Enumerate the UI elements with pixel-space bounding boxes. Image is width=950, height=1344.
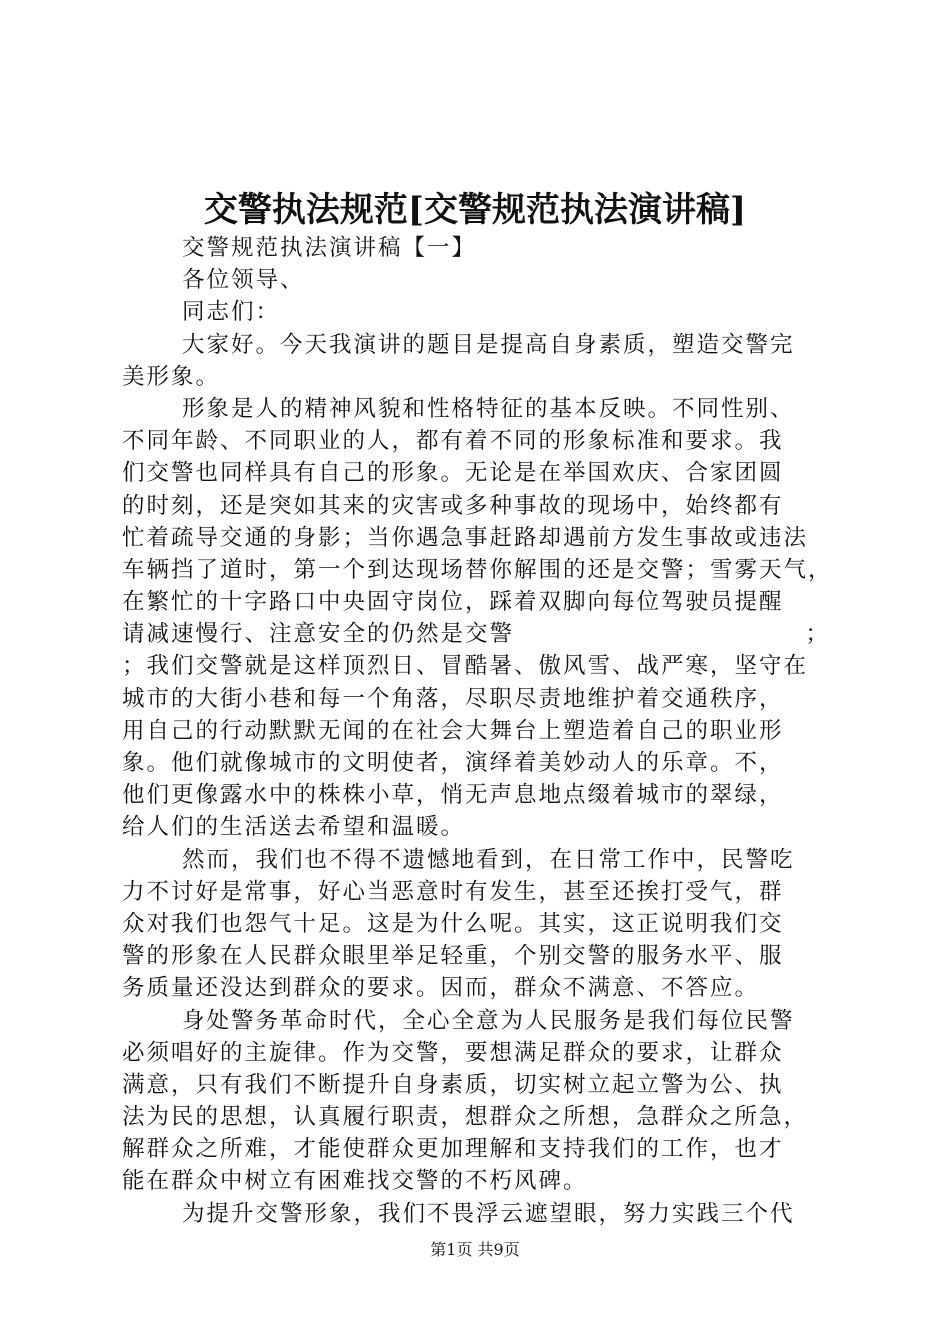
paragraph-line: 能在群众中树立有困难找交警的不朽风碑。 [122,1168,588,1195]
paragraph-line: ；我们交警就是这样顶烈日、冒酷暑、傲风雪、战严寒，坚守在 [122,653,809,680]
paragraph-line: 忙着疏导交通的身影；当你遇急事赶路却遇前方发生事故或违法 [122,524,809,551]
paragraph-line: 美形象。 [122,363,221,390]
paragraph-line: 城市的大街小巷和每一个角落，尽职尽责地维护着交通秩序， [122,685,784,712]
salutation-line: 同志们： [182,299,281,326]
paragraph-line: 身处警务革命时代，全心全意为人民服务是我们每位民警 [182,1007,795,1034]
paragraph-line: 众对我们也怨气十足。这是为什么呢。其实，这正说明我们交 [122,910,784,937]
document-body [122,232,833,1230]
document-title: 交警执法规范[交警规范执法演讲稿] [203,190,747,230]
paragraph-line: 的时刻，还是突如其来的灾害或多种事故的现场中，始终都有 [122,492,784,519]
paragraph-line: 务质量还没达到群众的要求。因而，群众不满意、不答应。 [122,975,760,1002]
paragraph-line: 解群众之所难，才能使群众更加理解和支持我们的工作，也才 [122,1136,784,1163]
paragraph-line: 车辆挡了道时，第一个到达现场替你解围的还是交警；雪雾天气， [122,556,833,583]
paragraph-line: 象。他们就像城市的文明使者，演绎着美妙动人的乐章。不， [122,750,784,776]
paragraph-line: 不同年龄、不同职业的人，都有着不同的形象标准和要求。我 [122,428,784,455]
paragraph-line-text: 请减速慢行、注意安全的仍然是交警 [122,621,515,648]
section-heading: 交警规范执法演讲稿【一】 [182,235,477,261]
salutation-line: 各位领导、 [182,267,305,294]
paragraph-line: 然而，我们也不得不遗憾地看到，在日常工作中，民警吃 [182,846,795,873]
paragraph-line: 形象是人的精神风貌和性格特征的基本反映。不同性别、 [182,395,795,422]
paragraph-line: 必须唱好的主旋律。作为交警，要想满足群众的要求，让群众 [122,1039,784,1066]
paragraph-line: 为提升交警形象，我们不畏浮云遮望眼，努力实践三个代 [182,1200,795,1227]
trailing-punctuation: ； [805,621,830,648]
paragraph-line [122,618,830,650]
page-footer: 第1页 共9页 [430,1240,520,1259]
paragraph-line: 法为民的思想，认真履行职责，想群众之所想，急群众之所急， [122,1104,809,1131]
paragraph-line: 力不讨好是常事，好心当恶意时有发生，甚至还挨打受气，群 [122,878,784,905]
paragraph-line: 他们更像露水中的株株小草，悄无声息地点缀着城市的翠绿， [122,782,784,809]
paragraph-line: 们交警也同样具有自己的形象。无论是在举国欢庆、合家团圆 [122,460,784,487]
paragraph-line: 给人们的生活送去希望和温暖。 [122,814,466,841]
paragraph-line: 大家好。今天我演讲的题目是提高自身素质，塑造交警完 [182,331,795,358]
paragraph-line: 用自己的行动默默无闻的在社会大舞台上塑造着自己的职业形 [122,717,784,744]
paragraph-line: 在繁忙的十字路口中央固守岗位，踩着双脚向每位驾驶员提醒 [122,589,784,616]
paragraph-line: 满意，只有我们不断提升自身素质，切实树立起立警为公、执 [122,1071,784,1098]
paragraph-line: 警的形象在人民群众眼里举足轻重，个别交警的服务水平、服 [122,943,784,970]
